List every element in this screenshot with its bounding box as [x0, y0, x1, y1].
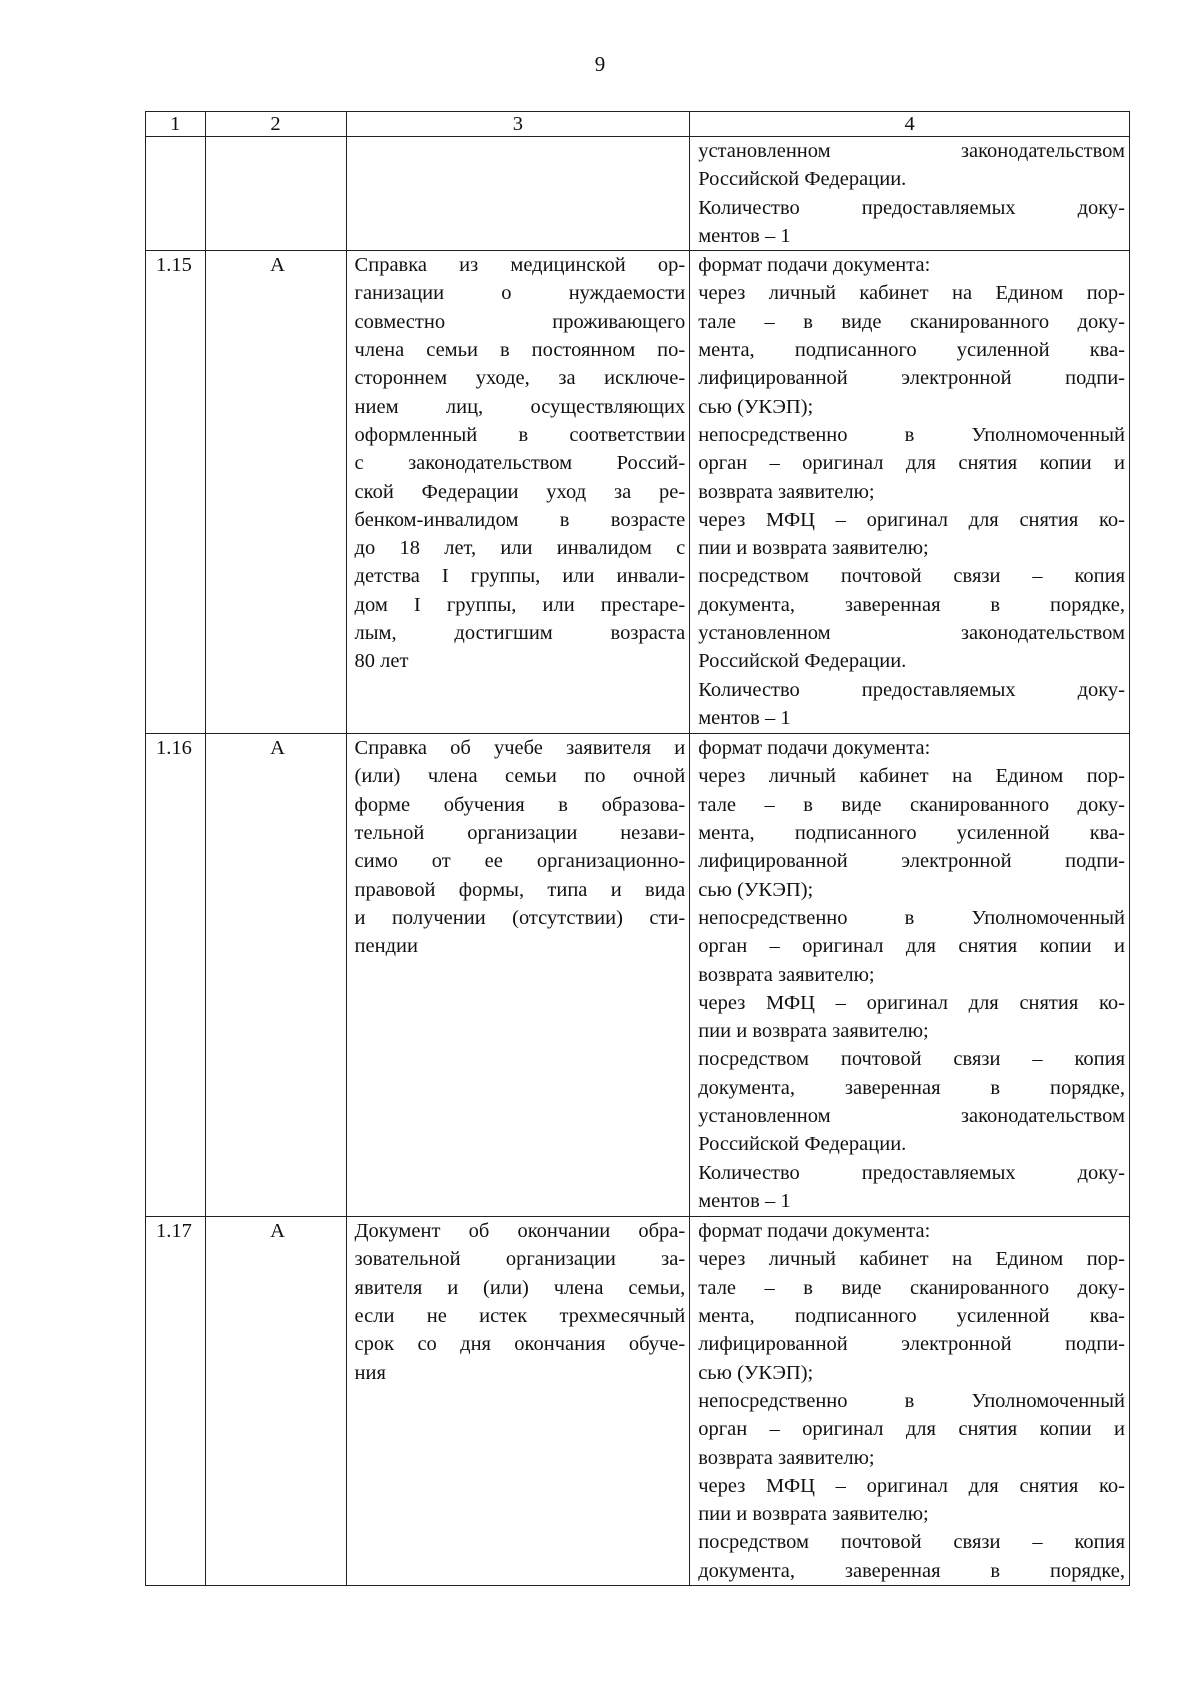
- text-line: ганизации о нуждаемости: [354, 282, 686, 305]
- text-line: явителя и (или) члена семьи,: [354, 1276, 686, 1299]
- text-line: Документ об окончании обра-: [354, 1220, 686, 1243]
- format-cell: [690, 734, 1130, 1217]
- format-cell: [690, 137, 1130, 251]
- text-line: пии и возврата заявителю;: [698, 1020, 929, 1043]
- text-line: Количество предоставляемых доку-: [698, 1161, 1125, 1184]
- text-line: ментов – 1: [698, 706, 791, 729]
- row-category: А: [205, 734, 346, 1217]
- text-line: тельной организации незави-: [354, 822, 686, 845]
- text-line: до 18 лет, или инвалидом с: [354, 537, 686, 560]
- table-row: [146, 251, 1130, 734]
- column-header: 3: [346, 112, 690, 137]
- text-line: пии и возврата заявителю;: [698, 1503, 929, 1526]
- text-line: дом I группы, или престаре-: [354, 593, 686, 616]
- text-line: сью (УКЭП);: [698, 878, 814, 901]
- text-line: непосредственно в Уполномоченный: [698, 423, 1125, 446]
- text-line: нием лиц, осуществляющих: [354, 395, 686, 418]
- text-line: формат подачи документа:: [698, 1220, 931, 1243]
- table-row: [146, 1217, 1130, 1586]
- text-line: форме обучения в образова-: [354, 793, 686, 816]
- text-line: члена семьи в постоянном по-: [354, 339, 686, 362]
- text-line: непосредственно в Уполномоченный: [698, 1389, 1125, 1412]
- text-line: возврата заявителю;: [698, 1446, 875, 1469]
- table-row-continuation: [146, 137, 1130, 251]
- text-line: непосредственно в Уполномоченный: [698, 906, 1125, 929]
- text-line: мента, подписанного усиленной ква-: [698, 822, 1125, 845]
- row-category: А: [205, 251, 346, 734]
- documents-table: [145, 111, 1130, 1586]
- text-line: симо от ее организационно-: [354, 850, 686, 873]
- format-cell: [690, 251, 1130, 734]
- row-number: 1.15: [146, 251, 206, 734]
- document-name-cell: [346, 1217, 690, 1586]
- row-number: 1.17: [146, 1217, 206, 1586]
- text-line: через личный кабинет на Едином пор-: [698, 1248, 1125, 1271]
- text-line: ментов – 1: [698, 224, 791, 247]
- table-header-row: [146, 112, 1130, 137]
- table-row: [146, 734, 1130, 1217]
- text-line: установленном законодательством: [698, 622, 1125, 645]
- text-line: через МФЦ – оригинал для снятия ко-: [698, 991, 1125, 1014]
- text-line: посредством почтовой связи – копия: [698, 565, 1125, 588]
- text-line: тале – в виде сканированного доку-: [698, 1276, 1125, 1299]
- text-line: орган – оригинал для снятия копии и: [698, 935, 1125, 958]
- text-line: Справка об учебе заявителя и: [354, 737, 686, 760]
- text-line: Количество предоставляемых доку-: [698, 196, 1125, 219]
- text-line: ментов – 1: [698, 1189, 791, 1212]
- text-line: Российской Федерации.: [698, 1133, 907, 1156]
- text-line: лифицированной электронной подпи-: [698, 367, 1125, 390]
- page-number: 9: [594, 52, 606, 76]
- table-cell: [346, 137, 690, 251]
- text-line: орган – оригинал для снятия копии и: [698, 1418, 1125, 1441]
- column-header: 4: [690, 112, 1130, 137]
- format-cell: [690, 1217, 1130, 1586]
- text-line: Российской Федерации.: [698, 168, 907, 191]
- text-line: документа, заверенная в порядке,: [698, 1076, 1125, 1099]
- text-line: правовой формы, типа и вида: [354, 878, 686, 901]
- table-cell: [146, 137, 206, 251]
- text-line: лифицированной электронной подпи-: [698, 850, 1125, 873]
- text-line: установленном законодательством: [698, 140, 1125, 162]
- text-line: посредством почтовой связи – копия: [698, 1531, 1125, 1554]
- text-line: детства I группы, или инвали-: [354, 565, 686, 588]
- text-line: через личный кабинет на Едином пор-: [698, 282, 1125, 305]
- document-name-cell: [346, 734, 690, 1217]
- text-line: формат подачи документа:: [698, 737, 931, 760]
- text-line: бенком-инвалидом в возрасте: [354, 508, 686, 531]
- text-line: через МФЦ – оригинал для снятия ко-: [698, 1474, 1125, 1497]
- text-line: документа, заверенная в порядке,: [698, 1559, 1125, 1582]
- text-line: совместно проживающего: [354, 310, 686, 333]
- text-line: документа, заверенная в порядке,: [698, 593, 1125, 616]
- text-line: пии и возврата заявителю;: [698, 537, 929, 560]
- table-cell: [205, 137, 346, 251]
- text-line: мента, подписанного усиленной ква-: [698, 339, 1125, 362]
- text-line: Справка из медицинской ор-: [354, 254, 686, 277]
- text-line: с законодательством Россий-: [354, 452, 686, 475]
- text-line: ния: [354, 1361, 386, 1384]
- text-line: через МФЦ – оригинал для снятия ко-: [698, 508, 1125, 531]
- text-line: лифицированной электронной подпи-: [698, 1333, 1125, 1356]
- text-line: лым, достигшим возраста: [354, 622, 686, 645]
- text-line: если не истек трехмесячный: [354, 1305, 686, 1328]
- text-line: тале – в виде сканированного доку-: [698, 793, 1125, 816]
- column-header: 1: [146, 112, 206, 137]
- text-line: (или) члена семьи по очной: [354, 765, 686, 788]
- text-line: тале – в виде сканированного доку-: [698, 310, 1125, 333]
- row-category: А: [205, 1217, 346, 1586]
- text-line: ской Федерации уход за ре-: [354, 480, 686, 503]
- text-line: мента, подписанного усиленной ква-: [698, 1305, 1125, 1328]
- document-name-cell: [346, 251, 690, 734]
- text-line: через личный кабинет на Едином пор-: [698, 765, 1125, 788]
- text-line: посредством почтовой связи – копия: [698, 1048, 1125, 1071]
- text-line: Российской Федерации.: [698, 650, 907, 673]
- text-line: орган – оригинал для снятия копии и: [698, 452, 1125, 475]
- text-line: сью (УКЭП);: [698, 395, 814, 418]
- text-line: установленном законодательством: [698, 1105, 1125, 1128]
- text-line: зовательной организации за-: [354, 1248, 686, 1271]
- text-line: формат подачи документа:: [698, 254, 931, 277]
- column-header: 2: [205, 112, 346, 137]
- text-line: 80 лет: [354, 650, 409, 673]
- text-line: срок со дня окончания обуче-: [354, 1333, 686, 1356]
- text-line: пендии: [354, 935, 418, 958]
- text-line: оформленный в соответствии: [354, 423, 686, 446]
- text-line: возврата заявителю;: [698, 963, 875, 986]
- text-line: возврата заявителю;: [698, 480, 875, 503]
- text-line: сью (УКЭП);: [698, 1361, 814, 1384]
- text-line: Количество предоставляемых доку-: [698, 678, 1125, 701]
- text-line: стороннем уходе, за исключе-: [354, 367, 686, 390]
- row-number: 1.16: [146, 734, 206, 1217]
- text-line: и получении (отсутствии) сти-: [354, 906, 686, 929]
